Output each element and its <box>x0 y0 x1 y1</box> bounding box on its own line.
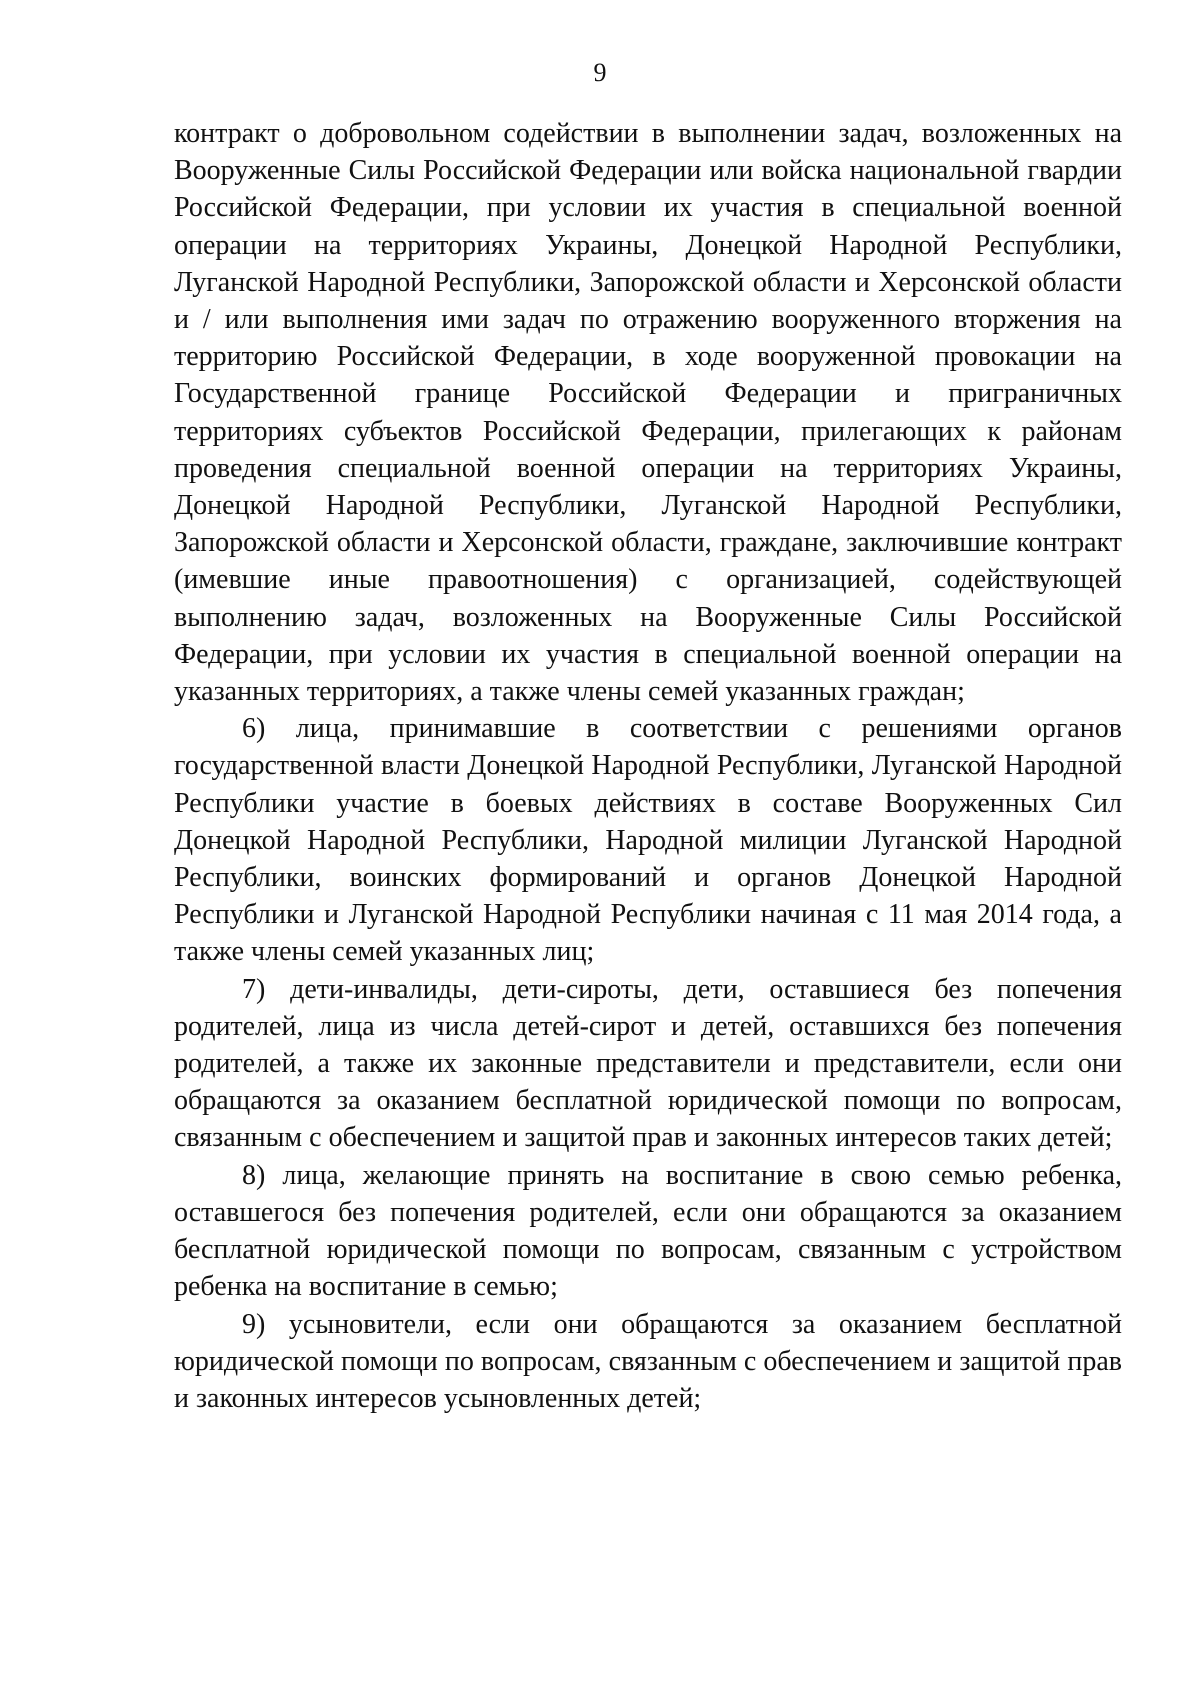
list-item-8: 8) лица, желающие принять на воспитание в свою семью ребенка, оставшегося без попечения родителей, если они обращаются за оказанием бесплатной юридической помощи по вопросам, связанным с устройством ребенка на воспитание в семью; <box>174 1159 1122 1303</box>
list-item-6: 6) лица, принимавшие в соответствии с решениями органов государственной власти Донецкой Народной Республики, Луганской Народной Республики участие в боевых действиях в составе Вооруженных Сил Донецкой Народной Республики, Народной милиции Луганской Народной Республики, воинских формирований и органов Донецкой Народной Республики и Луганской Народной Республики начиная с 11 мая 2014 года, а также члены семей указанных лиц; <box>174 713 1122 968</box>
page-number: 9 <box>593 58 607 87</box>
paragraph-continuation: контракт о добровольном содействии в выполнении задач, возложенных на Вооруженные Силы Российской Федерации или войска национальной гвардии Российской Федерации, при условии их участия в специальной военной операции на территориях Украины, Донецкой Народной Республики, Луганской Народной Республики, Запорожской области и Херсонской области и / или выполнения ими задач по отражению вооруженного вторжения на территорию Российской Федерации, в ходе вооруженной провокации на Государственной границе Российской Федерации и приграничных территориях субъектов Российской Федерации, прилегающих к районам проведения специальной военной операции на территориях Украины, Донецкой Народной Республики, Луганской Народной Республики, Запорожской области и Херсонской области, граждане, заключившие контракт (имевшие иные правоотношения) с организацией, содействующей выполнению задач, возложенных на Вооруженные Силы Российской Федерации, при условии их участия в специальной военной операции на указанных территориях, а также члены семей указанных граждан; <box>174 118 1122 708</box>
list-item-7: 7) дети-инвалиды, дети-сироты, дети, оставшиеся без попечения родителей, лица из числа детей-сирот и детей, оставшихся без попечения родителей, а также их законные представители и представители, если они обращаются за оказанием бесплатной юридической помощи по вопросам, связанным с обеспечением и защитой прав и законных интересов таких детей; <box>174 973 1122 1154</box>
document-body <box>174 115 1122 1417</box>
list-item-9: 9) усыновители, если они обращаются за оказанием бесплатной юридической помощи по вопросам, связанным с обеспечением и защитой прав и законных интересов усыновленных детей; <box>174 1308 1122 1414</box>
